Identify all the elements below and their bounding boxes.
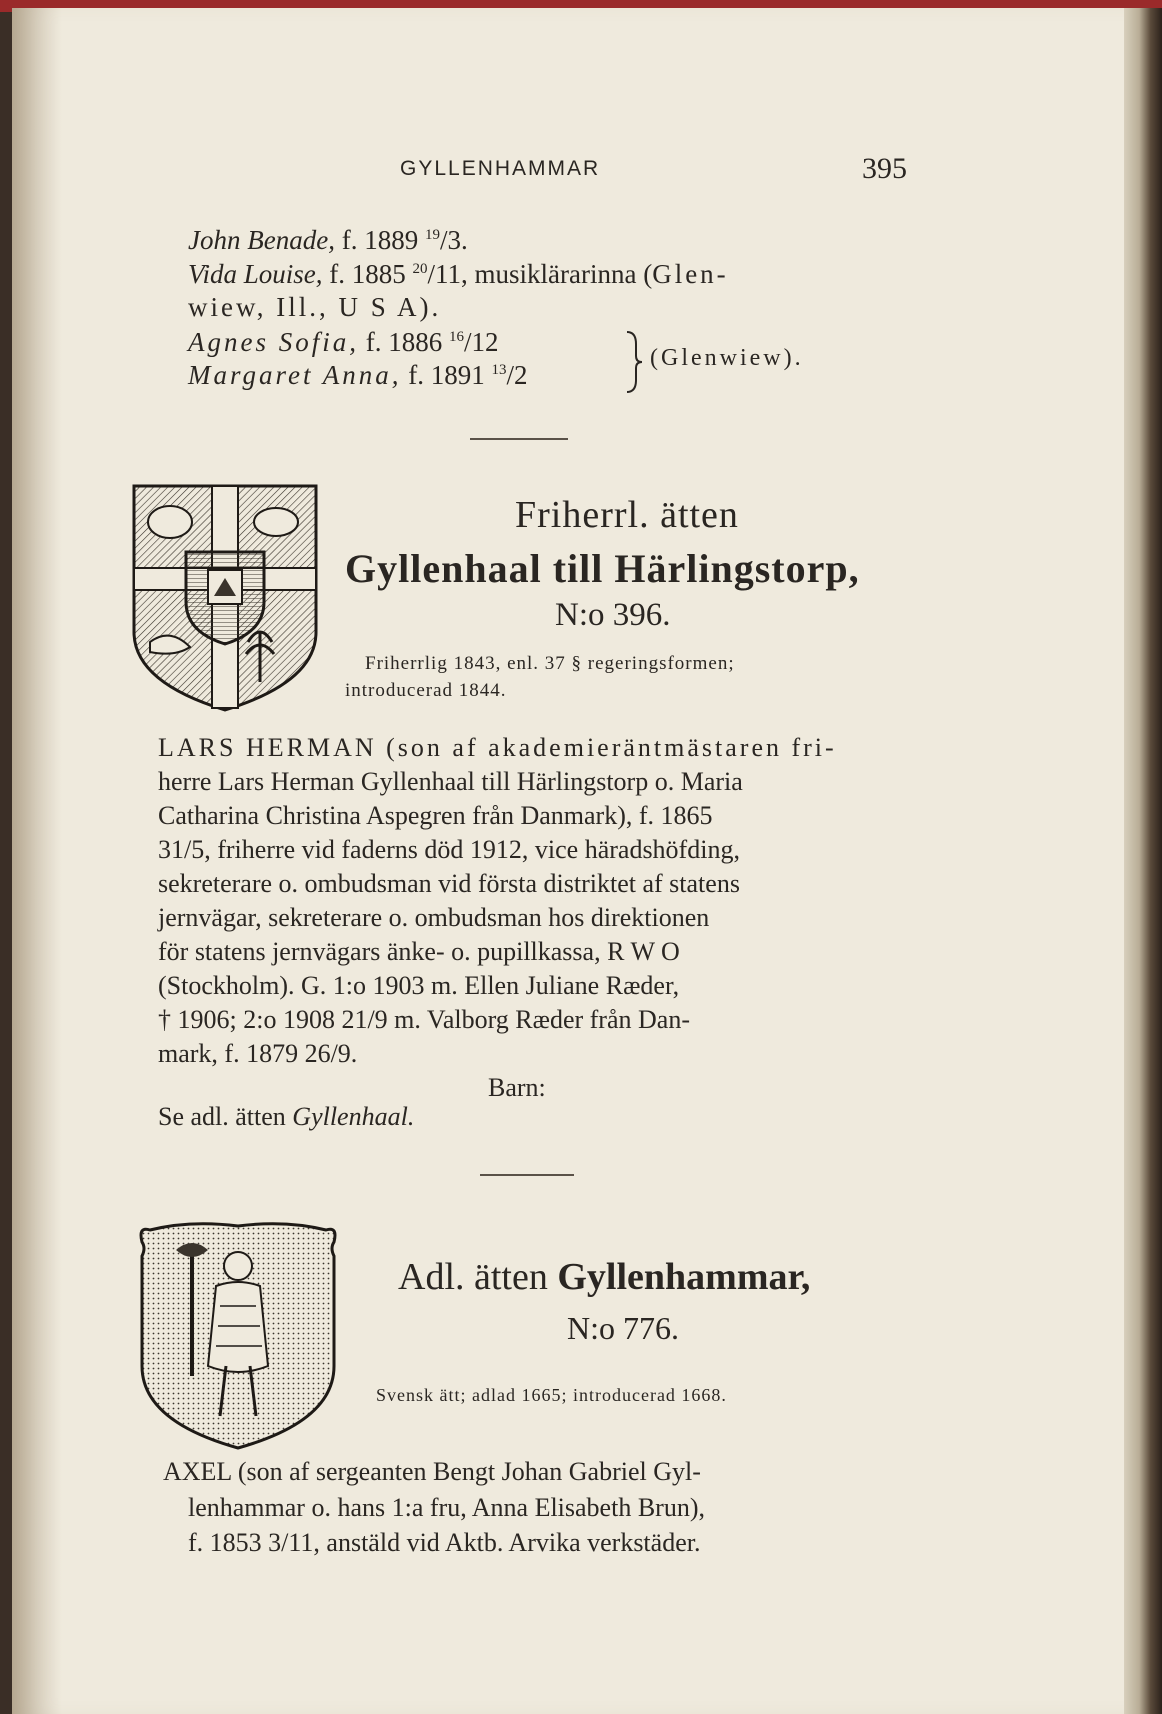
section-number: N:o 396.: [555, 597, 671, 633]
section2-number: N:o 776.: [567, 1310, 679, 1346]
body-line: f. 1853 3/11, anstäld vid Aktb. Arvika verkstäder.: [188, 1528, 701, 1557]
section-title-line2: Gyllenhaal till Härlingstorp,: [345, 546, 860, 591]
children-label: Barn:: [488, 1073, 546, 1102]
brace-icon: [624, 330, 644, 394]
page-number: 395: [862, 152, 907, 185]
section-title-line1: Friherrl. ätten: [515, 494, 739, 536]
coat-of-arms-gyllenhaal-icon: [130, 482, 320, 714]
entry-margaret: Margaret Anna, f. 1891 $^{13}$/2: [188, 360, 528, 390]
body-line: 31/5, friherre vid faderns död 1912, vice häradshöfding,: [158, 835, 740, 864]
body-line: för statens jernvägars änke- o. pupillkassa, R W O: [158, 937, 680, 966]
entry-vida-place: wiew, Ill., U S A).: [188, 292, 442, 322]
body-line: Catharina Christina Aspegren från Danmark), f. 1865: [158, 801, 713, 830]
body-line: (Stockholm). G. 1:o 1903 m. Ellen Juliane Ræder,: [158, 971, 680, 1000]
body-line: sekreterare o. ombudsman vid första distriktet af statens: [158, 869, 740, 898]
body-line: lenhammar o. hans 1:a fru, Anna Elisabeth Brun),: [188, 1493, 705, 1522]
coat-of-arms-gyllenhammar-icon: [136, 1216, 340, 1452]
entry-agnes: Agnes Sofia, f. 1886 $^{16}$/12: [188, 327, 499, 357]
see-reference: Se adl. ätten Gyllenhaal.: [158, 1102, 415, 1131]
page-right-edge: [1124, 8, 1162, 1714]
entry-john: John Benade, f. 1889 $^{19}$/3.: [188, 225, 468, 255]
body-line: herre Lars Herman Gyllenhaal till Härlingstorp o. Maria: [158, 767, 743, 796]
section-note-line1: Friherrlig 1843, enl. 37 § regeringsformen;: [365, 653, 735, 674]
entry-vida: Vida Louise, f. 1885 $^{20}$/11, musiklärarinna (Glen-: [188, 259, 729, 289]
body-line: † 1906; 2:o 1908 21/9 m. Valborg Ræder från Dan-: [158, 1005, 690, 1034]
section-divider: [480, 1174, 574, 1176]
section2-note: Svensk ätt; adlad 1665; introducerad 1668.: [376, 1385, 727, 1405]
body-line: AXEL (son af sergeanten Bengt Johan Gabriel Gyl-: [163, 1457, 701, 1486]
section2-title: Adl. ätten Gyllenhammar,: [398, 1256, 811, 1298]
body-line: jernvägar, sekreterare o. ombudsman hos direktionen: [158, 903, 710, 932]
page-gutter-shadow: [12, 8, 62, 1714]
section-note-line2: introducerad 1844.: [345, 680, 507, 701]
body-line: mark, f. 1879 26/9.: [158, 1039, 358, 1068]
bracket-place: (Glenwiew).: [650, 345, 804, 371]
section-divider: [470, 438, 568, 440]
running-header: GYLLENHAMMAR: [400, 157, 601, 180]
body-line: LARS HERMAN (son af akademieräntmästaren fri-: [158, 733, 837, 762]
